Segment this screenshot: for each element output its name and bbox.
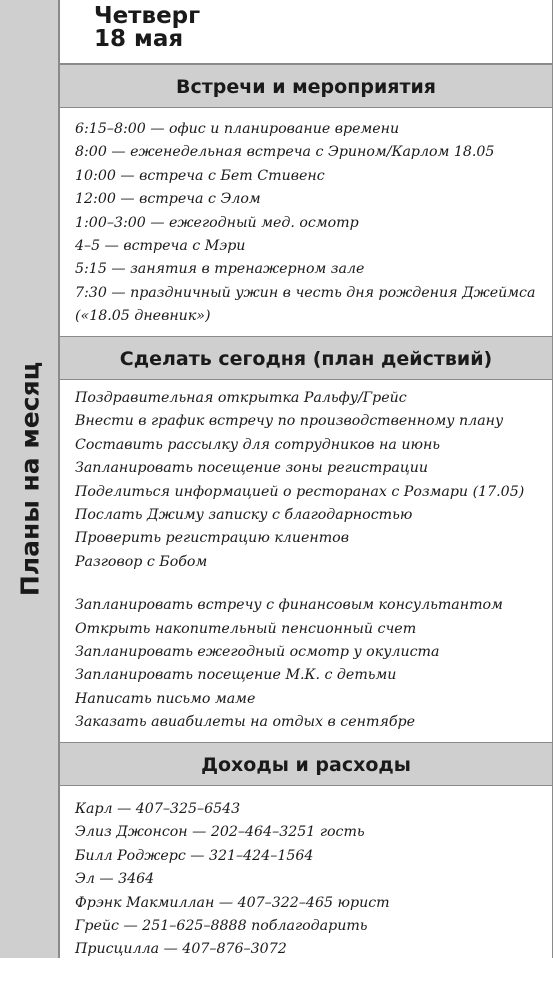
todo-item: Запланировать посещение М.К. с детьми — [75, 667, 397, 684]
meetings-list — [60, 108, 552, 336]
todo-item: Запланировать встречу с финансовым консультантом — [75, 597, 503, 614]
meeting-item: 1:00–3:00 — ежегодный мед. осмотр — [75, 214, 359, 231]
todo-item: Послать Джиму записку с благодарностью — [75, 507, 413, 524]
todo-item: Открыть накопительный пенсионный счет — [75, 620, 417, 637]
sidebar — [0, 0, 60, 958]
contact-item: Присцилла — 407–876–3072 — [75, 941, 287, 958]
contact-item: Эл — 3464 — [75, 871, 155, 888]
contact-item: Грейс — 251–625–8888 поблагодарить — [75, 918, 368, 935]
meeting-item: 5:15 — занятия в тренажерном зале — [75, 261, 365, 278]
todo-item: Запланировать ежегодный осмотр у окулиста — [75, 644, 440, 661]
meeting-item: 4–5 — встреча с Мэри — [75, 238, 246, 255]
todo-item: Разговор с Бобом — [75, 553, 208, 570]
contact-item: Карл — 407–325–6543 — [75, 801, 241, 817]
planner-content — [60, 0, 553, 958]
meeting-item: 10:00 — встреча с Бет Стивенс — [75, 167, 325, 184]
contact-item: Билл Роджерс — 321–424–1564 — [75, 847, 314, 864]
finance-list — [60, 786, 552, 1002]
finance-header: Доходы и расходы — [60, 742, 552, 786]
todo-item: Проверить регистрацию клиентов — [75, 530, 349, 547]
list-spacer — [75, 574, 552, 594]
todo-item: Заказать авиабилеты на отдых в сентябре — [75, 714, 415, 731]
todo-item: Поделиться информацией о ресторанах с Розмари (17.05) — [75, 483, 525, 500]
contact-item: Фрэнк Макмиллан — 407–322–465 юрист — [75, 894, 390, 911]
todo-item: Внести в график встречу по производственному плану — [75, 413, 504, 430]
meeting-item: 12:00 — встреча с Элом — [75, 191, 261, 208]
meeting-item: 6:15–8:00 — офис и планирование времени — [75, 121, 400, 137]
day-of-week: Четверг — [94, 3, 201, 29]
todo-item: Написать письмо маме — [75, 690, 256, 707]
sidebar-title: Планы на месяц — [15, 361, 45, 597]
meeting-item: 7:30 — праздничный ужин в честь дня рождения Джеймса — [75, 284, 536, 301]
meeting-item: («18.05 дневник») — [75, 308, 211, 325]
meetings-header: Встречи и мероприятия — [60, 64, 552, 108]
meeting-item: 8:00 — еженедельная встреча с Эрином/Карлом 18.05 — [75, 144, 495, 161]
date-header — [60, 0, 552, 64]
todo-list — [60, 380, 552, 742]
todo-header: Сделать сегодня (план действий) — [60, 336, 552, 380]
contact-item: Элиз Джонсон — 202–464–3251 гость — [75, 824, 365, 841]
todo-item: Составить рассылку для сотрудников на июнь — [75, 436, 441, 453]
date-label: 18 мая — [94, 26, 184, 52]
todo-item: Поздравительная открытка Ральфу/Грейс — [75, 390, 407, 406]
todo-item: Запланировать посещение зоны регистрации — [75, 460, 429, 477]
